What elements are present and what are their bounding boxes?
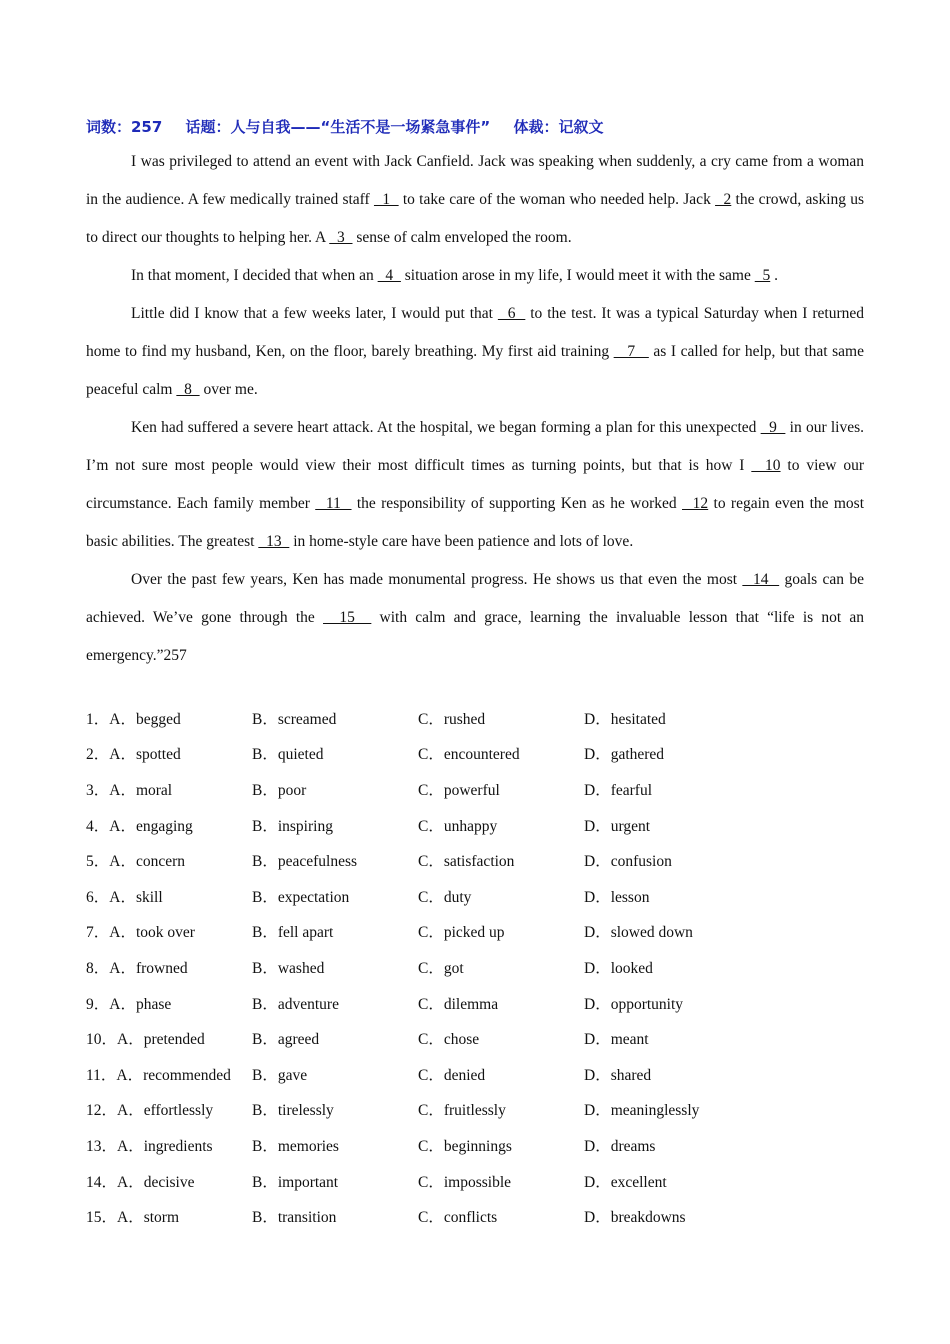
option-c: C．duty bbox=[418, 888, 472, 906]
option-c: C．fruitlessly bbox=[418, 1102, 506, 1120]
option-a: 2．A．spotted bbox=[86, 746, 181, 764]
option-c: C．impossible bbox=[418, 1173, 512, 1191]
option-d: D．urgent bbox=[584, 817, 651, 835]
text: Over the past few years, Ken has made monumental progress. He shows us that even the most bbox=[131, 571, 743, 588]
option-row bbox=[86, 842, 886, 878]
option-a: 8．A．frowned bbox=[86, 959, 188, 977]
option-row bbox=[86, 700, 886, 736]
blank-12: 12 bbox=[682, 495, 709, 512]
option-row bbox=[86, 1092, 886, 1128]
blank-8: 8 bbox=[176, 381, 200, 398]
option-a: 9．A．phase bbox=[86, 995, 172, 1013]
blank-5: 5 bbox=[754, 267, 771, 284]
text: Ken had suffered a severe heart attack. At the hospital, we began forming a plan for this unexpected bbox=[131, 419, 761, 436]
option-c: C．got bbox=[418, 959, 464, 977]
text: to the test. It was a typical Saturday when I returned home to find my husband, Ken, on the floor, barely breathing. My first aid training bbox=[86, 305, 865, 360]
option-row bbox=[86, 949, 886, 985]
option-d: D．meaninglessly bbox=[584, 1102, 700, 1120]
option-d: D．breakdowns bbox=[584, 1209, 686, 1227]
topic: 话题：人与自我——“生活不是一场紧急事件” bbox=[185, 118, 491, 136]
blank-3: 3 bbox=[329, 229, 353, 246]
text: to view our circumstance. Each family member bbox=[86, 457, 864, 512]
option-b: B．fell apart bbox=[252, 924, 334, 942]
option-a: 4．A．engaging bbox=[86, 817, 193, 835]
option-d: D．excellent bbox=[584, 1173, 667, 1191]
option-b: B．inspiring bbox=[252, 817, 333, 835]
option-row bbox=[86, 914, 886, 950]
option-row bbox=[86, 1198, 886, 1234]
option-d: D．opportunity bbox=[584, 995, 684, 1013]
blank-11: 11 bbox=[315, 495, 352, 512]
option-c: C．satisfaction bbox=[418, 853, 515, 871]
text: in home-style care have been patience and lots of love. bbox=[289, 533, 634, 550]
option-row bbox=[86, 1163, 886, 1199]
text: over me. bbox=[199, 381, 258, 398]
option-b: B．adventure bbox=[252, 995, 339, 1013]
option-row bbox=[86, 1127, 886, 1163]
blank-15: 15 bbox=[323, 609, 372, 626]
blank-7: 7 bbox=[613, 343, 649, 360]
option-b: B．quieted bbox=[252, 746, 324, 764]
text: sense of calm enveloped the room. bbox=[352, 229, 572, 246]
option-row bbox=[86, 1020, 886, 1056]
option-a: 3．A．moral bbox=[86, 781, 173, 799]
option-a: 15．A．storm bbox=[86, 1209, 180, 1227]
text: the crowd, asking us to direct our thoughts to helping her. A bbox=[86, 191, 865, 246]
option-a: 13．A．ingredients bbox=[86, 1137, 213, 1155]
option-row bbox=[86, 1056, 886, 1092]
option-a: 6．A．skill bbox=[86, 888, 163, 906]
option-a: 5．A．concern bbox=[86, 853, 185, 871]
text: in our lives. I’m not sure most people would view their most difficult times as turning points, but that is how I bbox=[86, 419, 865, 474]
option-c: C．picked up bbox=[418, 924, 505, 942]
blank-10: 10 bbox=[751, 457, 781, 474]
option-row bbox=[86, 985, 886, 1021]
passage-header bbox=[86, 116, 876, 138]
option-c: C．encountered bbox=[418, 746, 520, 764]
paragraph-5 bbox=[86, 561, 864, 675]
answer-options bbox=[86, 700, 886, 1234]
blank-2: 2 bbox=[715, 191, 732, 208]
blank-13: 13 bbox=[258, 533, 290, 550]
text: with calm and grace, learning the invaluable lesson that “life is not an emergency.”257 bbox=[86, 609, 865, 664]
blank-9: 9 bbox=[760, 419, 786, 436]
option-a: 1．A．begged bbox=[86, 710, 181, 728]
option-row bbox=[86, 807, 886, 843]
option-d: D．lesson bbox=[584, 888, 650, 906]
option-d: D．shared bbox=[584, 1066, 652, 1084]
option-b: B．screamed bbox=[252, 710, 337, 728]
option-d: D．fearful bbox=[584, 781, 652, 799]
option-d: D．hesitated bbox=[584, 710, 666, 728]
option-d: D．dreams bbox=[584, 1137, 656, 1155]
word-count: 词数：257 bbox=[86, 118, 163, 136]
text: as I called for help, but that same peaceful calm bbox=[86, 343, 864, 398]
option-b: B．important bbox=[252, 1173, 339, 1191]
option-b: B．expectation bbox=[252, 888, 350, 906]
option-a: 12．A．effortlessly bbox=[86, 1102, 214, 1120]
blank-6: 6 bbox=[497, 305, 526, 322]
text: In that moment, I decided that when an bbox=[131, 267, 378, 284]
cloze-passage bbox=[86, 143, 864, 675]
option-c: C．rushed bbox=[418, 710, 486, 728]
option-a: 14．A．decisive bbox=[86, 1173, 195, 1191]
option-c: C．chose bbox=[418, 1031, 480, 1049]
text: . bbox=[770, 267, 778, 284]
option-c: C．conflicts bbox=[418, 1209, 498, 1227]
paragraph-2 bbox=[86, 257, 864, 295]
option-d: D．confusion bbox=[584, 853, 672, 871]
option-b: B．gave bbox=[252, 1066, 308, 1084]
option-b: B．peacefulness bbox=[252, 853, 358, 871]
option-c: C．denied bbox=[418, 1066, 486, 1084]
text: goals can be achieved. We’ve gone through the bbox=[86, 571, 865, 626]
option-b: B．tirelessly bbox=[252, 1102, 334, 1120]
option-c: C．unhappy bbox=[418, 817, 498, 835]
text: to regain even the most basic abilities. The greatest bbox=[86, 495, 865, 550]
text: to take care of the woman who needed help. Jack bbox=[398, 191, 716, 208]
option-a: 11．A．recommended bbox=[86, 1066, 231, 1084]
blank-14: 14 bbox=[742, 571, 780, 588]
option-b: B．poor bbox=[252, 781, 307, 799]
option-c: C．dilemma bbox=[418, 995, 499, 1013]
paragraph-4 bbox=[86, 409, 864, 561]
option-row bbox=[86, 771, 886, 807]
option-d: D．looked bbox=[584, 959, 653, 977]
option-b: B．washed bbox=[252, 959, 325, 977]
option-b: B．agreed bbox=[252, 1031, 320, 1049]
option-b: B．memories bbox=[252, 1137, 339, 1155]
genre: 体裁：记叙文 bbox=[513, 118, 604, 136]
option-row bbox=[86, 736, 886, 772]
option-d: D．meant bbox=[584, 1031, 649, 1049]
text: the responsibility of supporting Ken as he worked bbox=[351, 495, 682, 512]
option-d: D．slowed down bbox=[584, 924, 693, 942]
option-a: 10．A．pretended bbox=[86, 1031, 205, 1049]
option-row bbox=[86, 878, 886, 914]
option-c: C．powerful bbox=[418, 781, 500, 799]
text: situation arose in my life, I would meet it with the same bbox=[400, 267, 755, 284]
paragraph-1 bbox=[86, 143, 864, 257]
blank-4: 4 bbox=[377, 267, 401, 284]
option-a: 7．A．took over bbox=[86, 924, 195, 942]
option-c: C．beginnings bbox=[418, 1137, 512, 1155]
paragraph-3 bbox=[86, 295, 864, 409]
text: I was privileged to attend an event with Jack Canfield. Jack was speaking when suddenly, a cry came from a woman in the audience. A few medically trained staff bbox=[86, 153, 864, 208]
text: Little did I know that a few weeks later, I would put that bbox=[131, 305, 498, 322]
option-b: B．transition bbox=[252, 1209, 337, 1227]
blank-1: 1 bbox=[373, 191, 399, 208]
option-d: D．gathered bbox=[584, 746, 665, 764]
